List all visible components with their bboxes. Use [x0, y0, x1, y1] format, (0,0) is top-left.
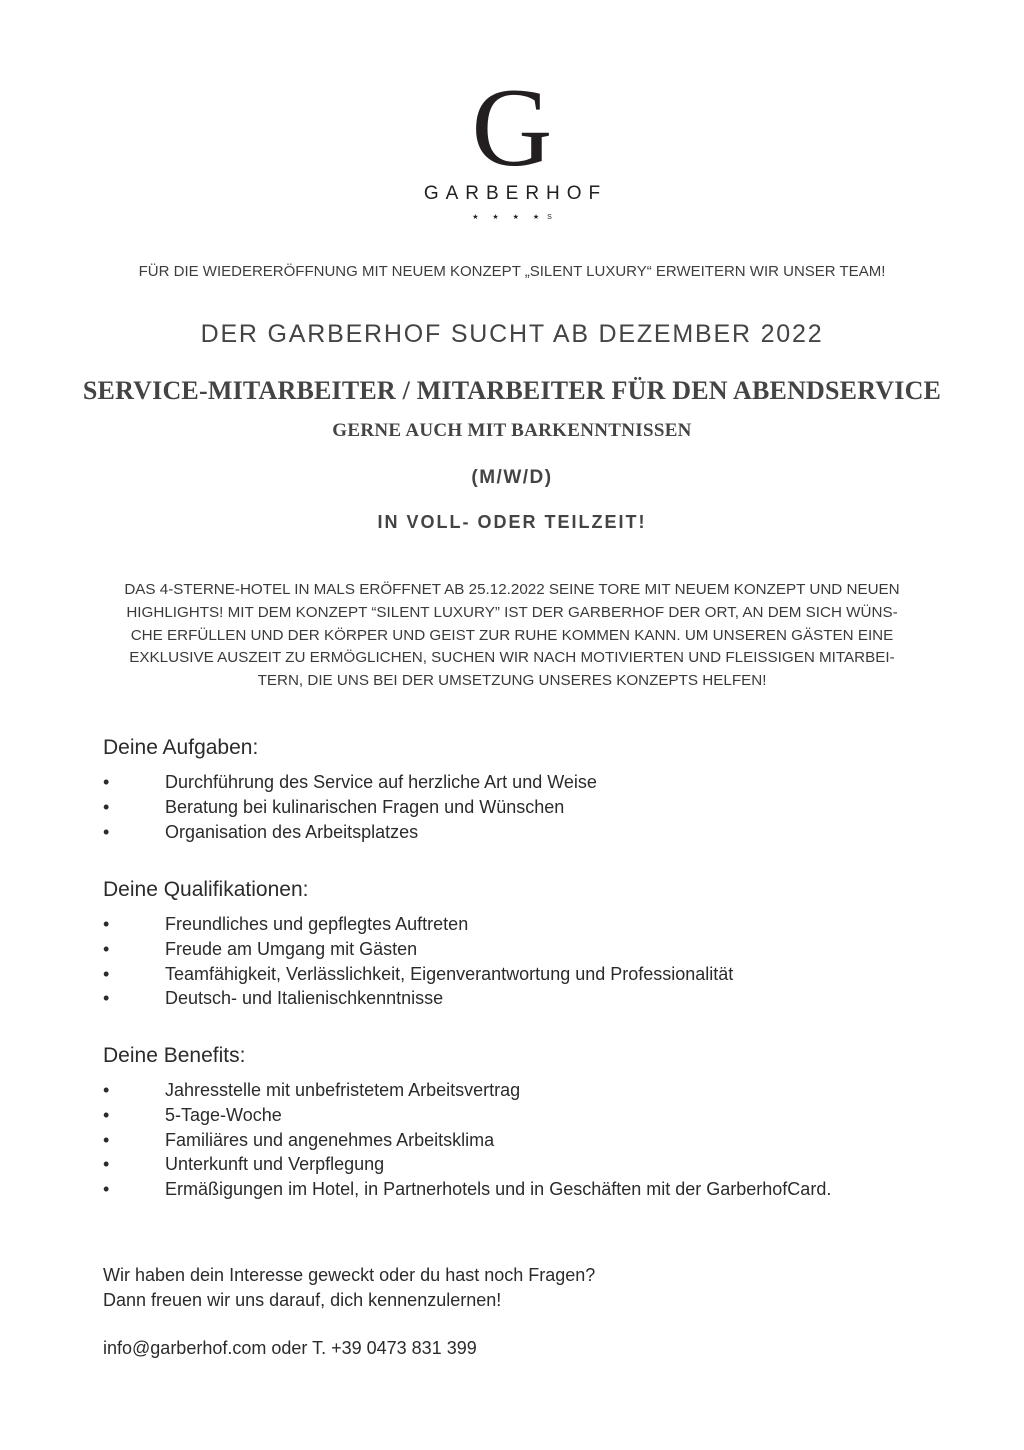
benefits-section: [103, 1043, 923, 1202]
closing-text: [103, 1263, 595, 1313]
logo-wordmark: GARBERHOF: [423, 183, 608, 204]
list-item-text: Freundliches und gepflegtes Auftreten: [165, 914, 469, 934]
list-item: [103, 1078, 923, 1103]
bullet-icon: •: [103, 1080, 110, 1100]
list-item-text: Ermäßigungen im Hotel, in Partnerhotels und in Geschäften mit der GarberhofCard.: [165, 1179, 832, 1200]
tasks-list: [103, 770, 923, 844]
list-item: [103, 820, 923, 845]
section-title: Deine Qualifikationen:: [103, 878, 309, 901]
list-item: [103, 986, 923, 1011]
list-item: [103, 962, 923, 987]
bullet-icon: •: [103, 1179, 110, 1200]
benefits-list: [103, 1078, 923, 1202]
gender-note: (M/W/D): [471, 467, 553, 488]
bullet-icon: •: [103, 963, 110, 984]
seeking-headline: DER GARBERHOF SUCHT AB DEZEMBER 2022: [200, 320, 824, 348]
email-link[interactable]: info@garberhof.com: [103, 1338, 267, 1358]
section-title: Deine Benefits:: [103, 1044, 246, 1067]
list-item-text: 5-Tage-Woche: [165, 1104, 282, 1125]
bullet-icon: •: [103, 988, 110, 1009]
bullet-icon: •: [103, 1129, 110, 1150]
list-item-text: Beratung bei kulinarischen Fragen und Wünschen: [165, 796, 565, 817]
list-item-text: Teamfähigkeit, Verlässlichkeit, Eigenverantwortung und Professionalität: [165, 963, 734, 984]
qualifications-section: [103, 877, 923, 1011]
section-title: Deine Aufgaben:: [103, 736, 259, 759]
list-item: [103, 1128, 923, 1153]
bullet-icon: •: [103, 821, 110, 842]
list-item-text: Freude am Umgang mit Gästen: [165, 938, 418, 959]
list-item-text: Jahresstelle mit unbefristetem Arbeitsvertrag: [165, 1080, 521, 1100]
closing-line: Dann freuen wir uns darauf, dich kennenzulernen!: [103, 1289, 502, 1310]
description-line: HIGHLIGHTS! MIT DEM KONZEPT “SILENT LUXURY” IST DER GARBERHOF DER ORT, AN DEM SICH WÜNS-: [126, 603, 898, 621]
list-item-text: Deutsch- und Italienischkenntnisse: [165, 988, 444, 1009]
list-item-text: Unterkunft und Verpflegung: [165, 1154, 385, 1175]
tasks-section: [103, 735, 923, 844]
description-line: EXKLUSIVE AUSZEIT ZU ERMÖGLICHEN, SUCHEN WIR NACH MOTIVIERTEN UND FLEISSIGEN MITARBEI-: [129, 649, 895, 667]
closing-line: Wir haben dein Interesse geweckt oder du hast noch Fragen?: [103, 1265, 596, 1285]
job-title: SERVICE-MITARBEITER / MITARBEITER FÜR DEN ABENDSERVICE: [82, 376, 942, 405]
list-item-text: Organisation des Arbeitsplatzes: [165, 821, 419, 842]
list-item: [103, 770, 923, 795]
contact-info: [103, 1336, 477, 1361]
contact-separator: oder T.: [266, 1338, 332, 1358]
list-item-text: Familiäres und angenehmes Arbeitsklima: [165, 1129, 495, 1150]
employment-type: IN VOLL- ODER TEILZEIT!: [377, 512, 647, 532]
list-item: [103, 795, 923, 820]
list-item: [103, 1103, 923, 1128]
description-line: CHE ERFÜLLEN UND DER KÖRPER UND GEIST ZUR RUHE KOMMEN KANN. UM UNSEREN GÄSTEN EINE: [130, 626, 894, 644]
superior-mark: S: [547, 214, 552, 221]
bullet-icon: •: [103, 938, 110, 959]
phone-number[interactable]: +39 0473 831 399: [331, 1338, 477, 1358]
description-line: DAS 4-STERNE-HOTEL IN MALS ERÖFFNET AB 25.12.2022 SEINE TORE MIT NEUEM KONZEPT UND NEUEN: [124, 581, 900, 598]
logo-monogram: G: [471, 66, 553, 190]
hotel-logo: [0, 66, 1024, 221]
bullet-icon: •: [103, 1104, 110, 1125]
stars-icon: ★ ★ ★ ★: [472, 214, 546, 221]
description-line: TERN, DIE UNS BEI DER UMSETZUNG UNSERES KONZEPTS HELFEN!: [257, 672, 767, 690]
bullet-icon: •: [103, 772, 110, 792]
bullet-icon: •: [103, 914, 110, 934]
list-item: [103, 1152, 923, 1177]
hotel-description: [92, 579, 932, 693]
list-item: [103, 937, 923, 962]
bullet-icon: •: [103, 1154, 110, 1175]
list-item: [103, 912, 923, 937]
list-item-text: Durchführung des Service auf herzliche Art und Weise: [165, 772, 597, 792]
qualifications-list: [103, 912, 923, 1011]
bullet-icon: •: [103, 796, 110, 817]
star-rating: [0, 213, 1024, 221]
job-subtitle: GERNE AUCH MIT BARKENNTNISSEN: [332, 420, 692, 441]
intro-text: FÜR DIE WIEDERERÖFFNUNG MIT NEUEM KONZEPT „SILENT LUXURY“ ERWEITERN WIR UNSER TEAM!: [138, 263, 886, 280]
list-item: [103, 1177, 923, 1202]
